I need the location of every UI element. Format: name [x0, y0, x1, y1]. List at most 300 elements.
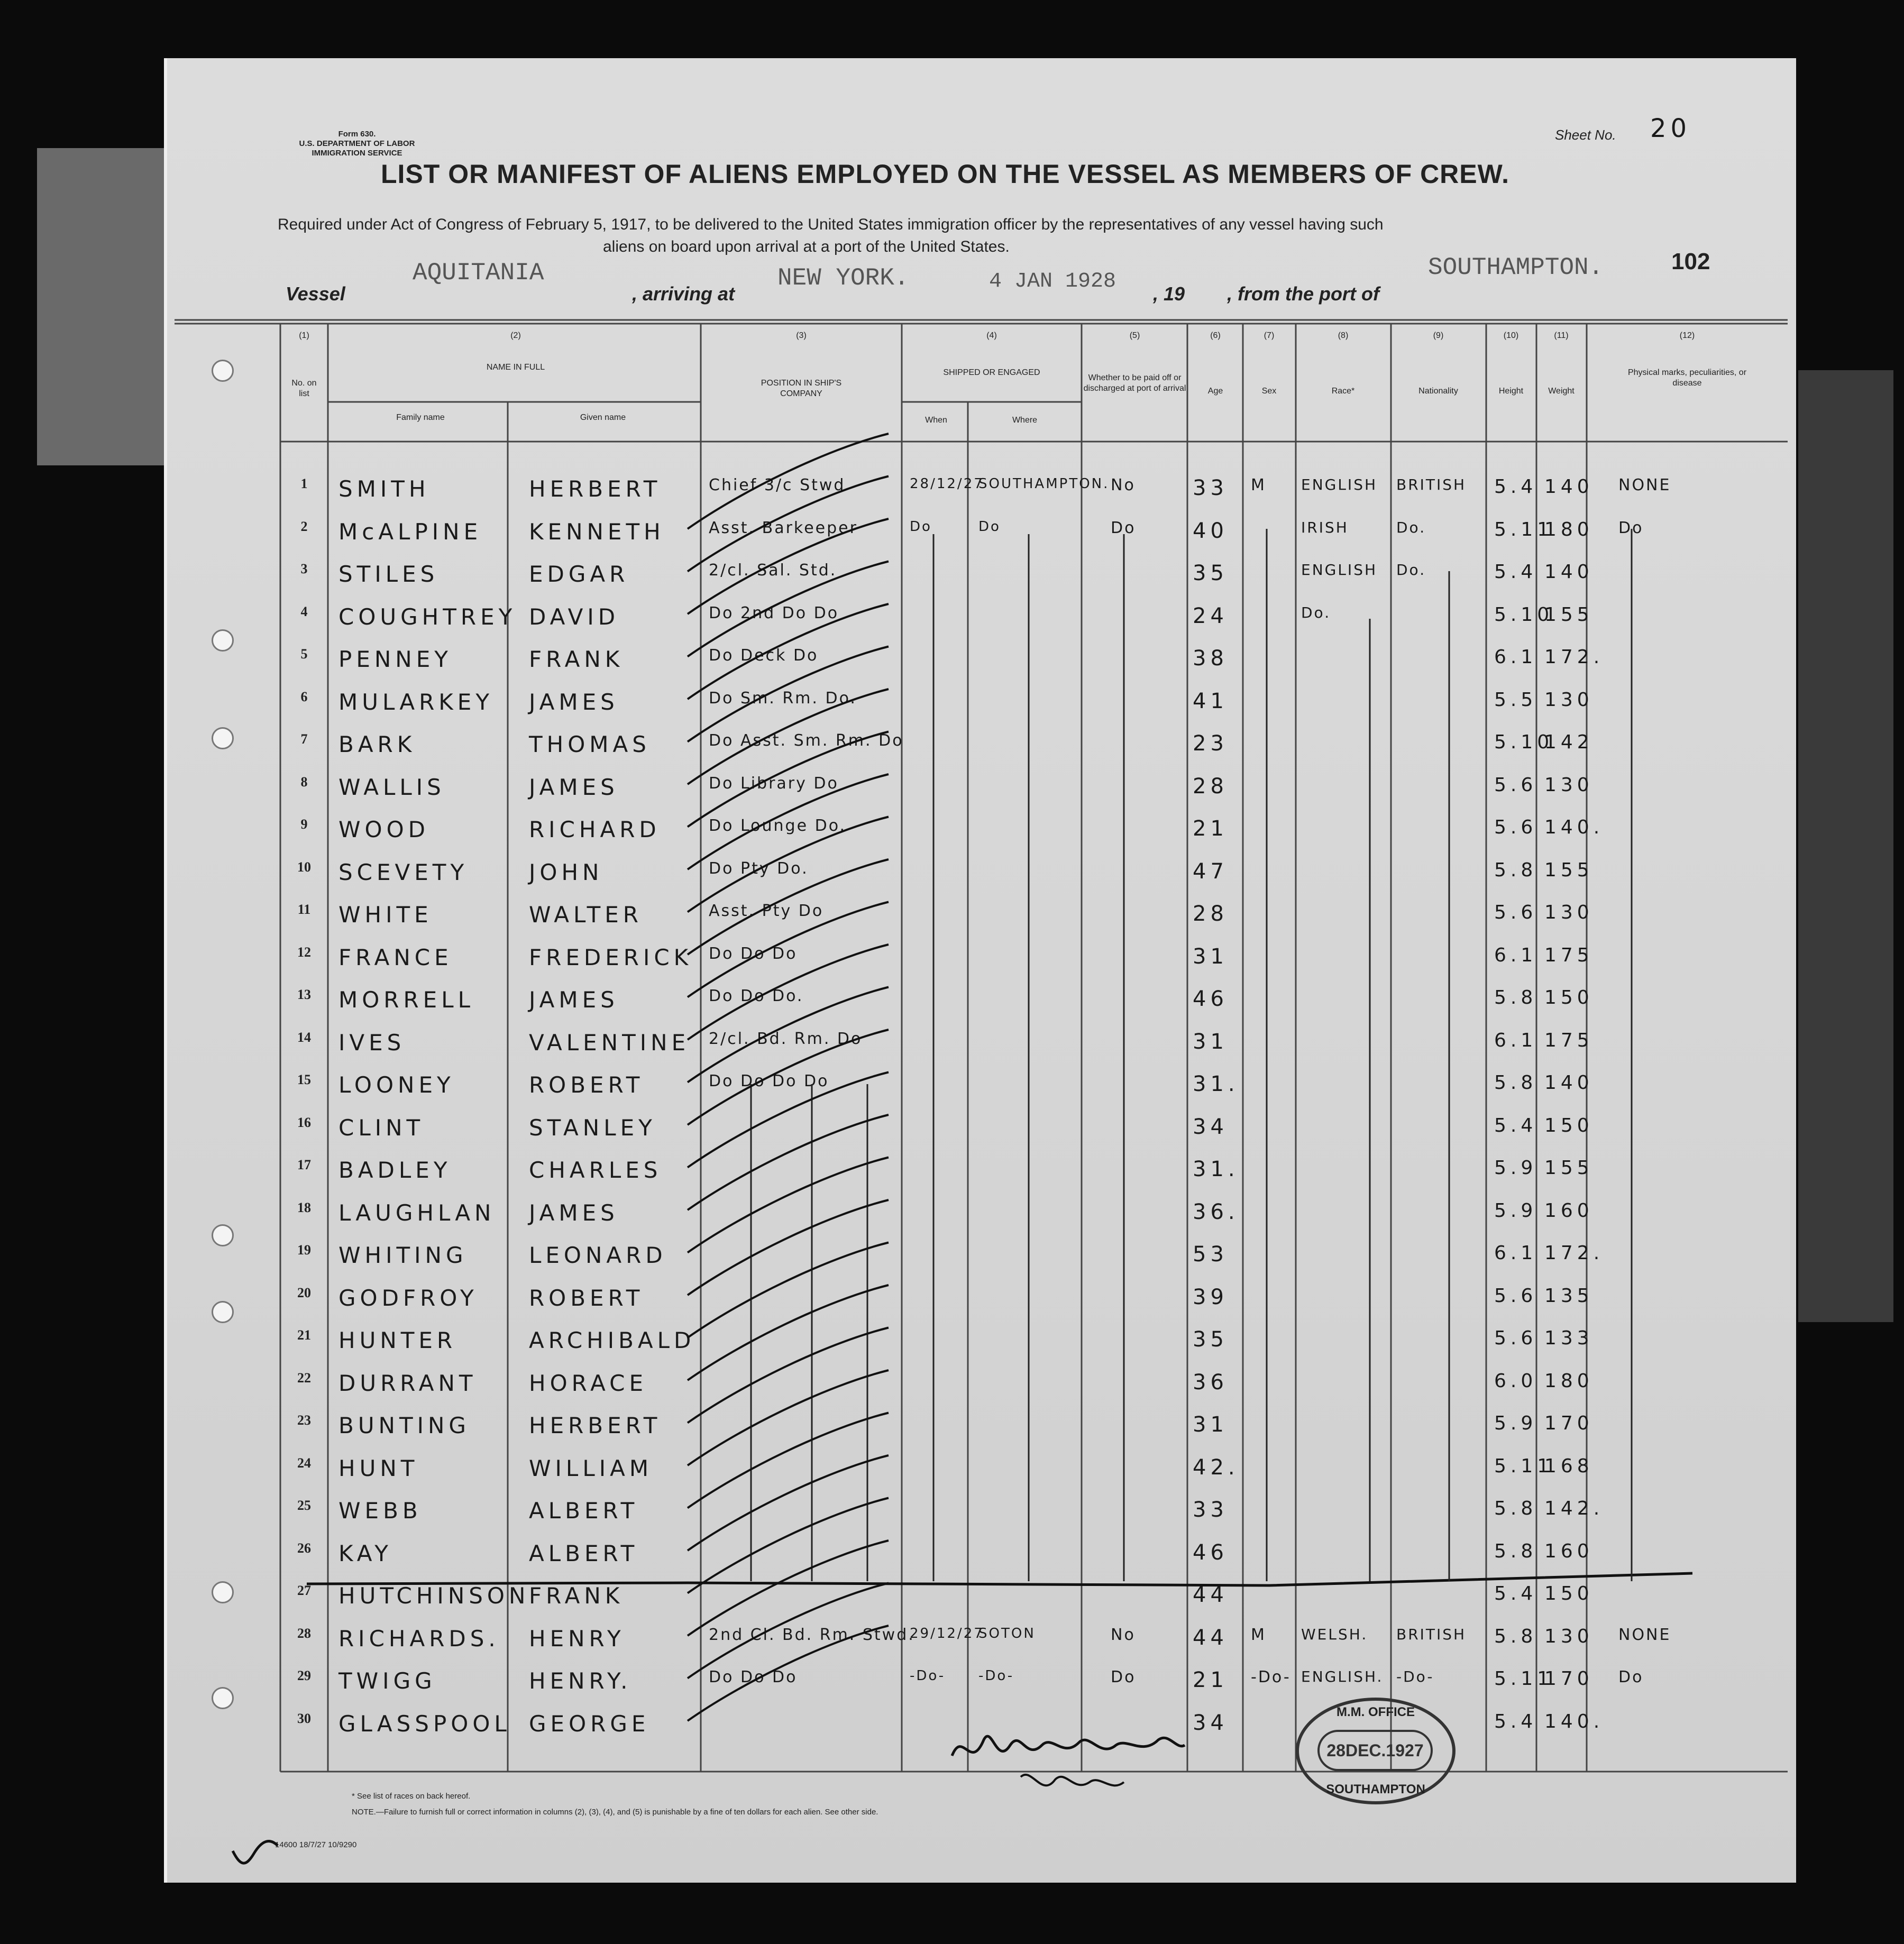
form-number: Form 630. — [338, 130, 376, 139]
height: 5.6 — [1494, 1285, 1537, 1307]
height: 5.10 — [1494, 603, 1554, 626]
family-name: SCEVETY — [338, 859, 469, 885]
position: Chief 3/c Stwd — [709, 476, 846, 494]
family-name: BADLEY — [338, 1157, 452, 1183]
table-row — [0, 641, 1904, 678]
weight: 150 — [1544, 987, 1594, 1008]
position: Do Deck Do — [709, 646, 819, 665]
row-number: 28 — [297, 1625, 311, 1641]
sex: M — [1251, 476, 1266, 494]
physical-marks: Do — [1618, 1668, 1644, 1686]
weight: 175 — [1544, 1029, 1594, 1051]
age: 34 — [1193, 1710, 1228, 1735]
table-row — [0, 769, 1904, 806]
position: Do Sm. Rm. Do. — [709, 689, 857, 708]
table-row — [0, 599, 1904, 636]
given-name: ROBERT — [529, 1285, 644, 1311]
row-number: 13 — [297, 987, 311, 1002]
paid-off: No — [1111, 1625, 1136, 1644]
family-name: KAY — [338, 1540, 392, 1566]
height: 5.8 — [1494, 1540, 1537, 1562]
age: 31. — [1193, 1072, 1239, 1096]
col-given-header: Given name — [580, 413, 626, 422]
shipped-where: -Do- — [978, 1668, 1014, 1684]
weight: 170 — [1544, 1413, 1594, 1434]
given-name: FREDERICK — [529, 944, 693, 970]
table-row — [0, 1578, 1904, 1615]
weight: 140. — [1544, 1710, 1604, 1732]
nationality: Do. — [1396, 561, 1426, 579]
age: 21 — [1193, 817, 1228, 841]
row-number: 6 — [300, 689, 308, 704]
row-number: 1 — [300, 476, 308, 491]
age: 31 — [1193, 944, 1228, 969]
race: IRISH — [1301, 518, 1349, 536]
weight: 140. — [1544, 817, 1604, 838]
family-name: MULARKEY — [338, 689, 493, 715]
row-number: 17 — [297, 1157, 311, 1172]
service: IMMIGRATION SERVICE — [312, 149, 402, 158]
family-name: PENNEY — [338, 646, 452, 672]
table-row — [0, 811, 1904, 848]
nationality: Do. — [1396, 518, 1426, 536]
family-name: STILES — [338, 561, 439, 587]
position: Do Library Do — [709, 774, 839, 793]
col-nationality-header — [1392, 331, 1485, 397]
given-name: STANLEY — [529, 1114, 656, 1141]
row-number: 12 — [297, 944, 311, 960]
weight: 140 — [1544, 561, 1594, 583]
race: ENGLISH — [1301, 561, 1378, 579]
row-number: 5 — [300, 646, 308, 662]
age: 35 — [1193, 561, 1228, 585]
position: Do 2nd Do Do — [709, 603, 839, 622]
departure-port: SOUTHAMPTON. — [1428, 254, 1604, 281]
col-label: Physical marks, peculiarities, or disease — [1627, 368, 1747, 388]
weight: 180 — [1544, 518, 1594, 540]
age: 31 — [1193, 1413, 1228, 1437]
row-number: 7 — [300, 731, 308, 747]
page-title: LIST OR MANIFEST OF ALIENS EMPLOYED ON THE VESSEL AS MEMBERS OF CREW. — [381, 159, 1509, 189]
weight: 180 — [1544, 1370, 1594, 1392]
height: 6.0 — [1494, 1370, 1537, 1392]
height: 5.6 — [1494, 774, 1537, 796]
height: 6.1 — [1494, 1242, 1537, 1264]
height: 5.11 — [1494, 1668, 1554, 1690]
print-code: 14600 18/7/27 10/9290 — [275, 1840, 357, 1849]
inspector-signature — [941, 1708, 1190, 1809]
given-name: HENRY. — [529, 1668, 632, 1694]
height: 5.4 — [1494, 1114, 1537, 1136]
row-number: 25 — [297, 1498, 311, 1513]
col-label: NAME IN FULL — [486, 363, 545, 372]
vessel-name: AQUITANIA — [413, 259, 544, 287]
paid-off: Do — [1111, 1668, 1136, 1686]
table-row — [0, 1407, 1904, 1444]
paid-off: Do — [1111, 518, 1136, 537]
nationality: -Do- — [1396, 1668, 1434, 1685]
shipped-where: Do — [978, 518, 1001, 535]
shipped-when: Do — [910, 518, 932, 535]
age: 38 — [1193, 646, 1228, 671]
weight: 130 — [1544, 902, 1594, 923]
weight: 160 — [1544, 1199, 1594, 1222]
given-name: CHARLES — [529, 1157, 662, 1183]
family-name: DURRANT — [338, 1370, 477, 1396]
family-name: GODFROY — [338, 1285, 478, 1311]
department: U.S. DEPARTMENT OF LABOR — [299, 139, 415, 148]
age: 40 — [1193, 518, 1228, 543]
col-index: (8) — [1338, 331, 1349, 340]
height: 5.11 — [1494, 1455, 1554, 1477]
age: 28 — [1193, 902, 1228, 926]
physical-marks: NONE — [1618, 1625, 1671, 1644]
family-name: WHITING — [338, 1242, 468, 1268]
height: 5.11 — [1494, 518, 1554, 540]
col-index: (11) — [1554, 331, 1569, 340]
given-name: ROBERT — [529, 1072, 644, 1098]
position: 2/cl. Sal. Std. — [709, 561, 837, 580]
col-label: Sex — [1261, 387, 1277, 396]
height: 5.8 — [1494, 1498, 1537, 1519]
row-number: 23 — [297, 1413, 311, 1428]
age: 31 — [1193, 1029, 1228, 1054]
shipped-when: -Do- — [910, 1668, 946, 1684]
col-no-header — [286, 331, 323, 399]
age: 44 — [1193, 1625, 1228, 1650]
height: 5.4 — [1494, 476, 1537, 498]
position: Do Do Do Do — [709, 1072, 829, 1090]
weight: 170 — [1544, 1668, 1594, 1690]
row-number: 18 — [297, 1199, 311, 1215]
table-row — [0, 1450, 1904, 1487]
row-number: 20 — [297, 1285, 311, 1300]
col-label: Height — [1498, 387, 1524, 396]
col-label: Age — [1207, 387, 1223, 396]
col-index: (3) — [796, 331, 807, 340]
given-name: HORACE — [529, 1370, 647, 1396]
col-index: (10) — [1503, 331, 1519, 340]
given-name: JOHN — [529, 859, 603, 885]
age: 24 — [1193, 603, 1228, 628]
physical-marks: Do — [1618, 518, 1644, 537]
row-number: 9 — [300, 817, 308, 832]
footnote-races: * See list of races on back hereof. — [352, 1792, 471, 1801]
age: 36. — [1193, 1199, 1239, 1224]
weight: 172. — [1544, 646, 1604, 668]
row-number: 22 — [297, 1370, 311, 1386]
weight: 155 — [1544, 603, 1594, 626]
family-name: WHITE — [338, 902, 433, 928]
given-name: LEONARD — [529, 1242, 667, 1268]
sheet-number: 20 — [1650, 114, 1691, 143]
col-index: (7) — [1264, 331, 1275, 340]
table-row — [0, 1620, 1904, 1657]
table-row — [0, 1024, 1904, 1061]
age: 39 — [1193, 1285, 1228, 1309]
row-number: 14 — [297, 1029, 311, 1045]
year-label: , 19 — [1153, 283, 1185, 305]
weight: 140 — [1544, 1072, 1594, 1094]
weight: 160 — [1544, 1540, 1594, 1562]
race: WELSH. — [1301, 1625, 1368, 1643]
age: 34 — [1193, 1114, 1228, 1139]
age: 36 — [1193, 1370, 1228, 1395]
age: 31. — [1193, 1157, 1239, 1181]
given-name: FRANK — [529, 1583, 624, 1609]
age: 44 — [1193, 1583, 1228, 1607]
footnote-fine: NOTE.—Failure to furnish full or correct information in columns (2), (3), (4), and (5) is punishable by a fine of ten dollars for each alien. See other side. — [352, 1808, 878, 1817]
family-name: CLINT — [338, 1114, 425, 1141]
position: Do Do Do. — [709, 987, 804, 1005]
given-name: FRANK — [529, 646, 624, 672]
family-name: TWIGG — [338, 1668, 436, 1694]
nationality: BRITISH — [1396, 1625, 1467, 1643]
given-name: RICHARD — [529, 817, 661, 842]
shipped-where: SOTON — [978, 1625, 1036, 1642]
family-name: MORRELL — [338, 987, 474, 1013]
row-number: 21 — [297, 1327, 311, 1343]
col-height-header — [1487, 331, 1535, 397]
shipped-when: 28/12/27 — [910, 476, 984, 492]
col-label: POSITION IN SHIP'S COMPANY — [761, 379, 842, 398]
age: 46 — [1193, 987, 1228, 1011]
family-name: BUNTING — [338, 1413, 470, 1438]
family-name: WEBB — [338, 1498, 422, 1524]
col-index: (5) — [1129, 331, 1140, 340]
arrival-date: 4 JAN 1928 — [989, 270, 1116, 294]
table-row — [0, 1067, 1904, 1104]
family-name: RICHARDS. — [338, 1625, 500, 1652]
family-name: IVES — [338, 1029, 406, 1056]
given-name: WILLIAM — [529, 1455, 653, 1481]
height: 5.9 — [1494, 1157, 1537, 1179]
office-stamp — [1296, 1698, 1456, 1804]
height: 5.8 — [1494, 859, 1537, 881]
col-index: (4) — [986, 331, 997, 340]
table-row — [0, 726, 1904, 763]
col-index: (12) — [1679, 331, 1695, 340]
given-name: HERBERT — [529, 476, 662, 502]
col-label: SHIPPED OR ENGAGED — [943, 368, 1040, 377]
row-number: 2 — [300, 518, 308, 534]
given-name: ARCHIBALD — [529, 1327, 695, 1353]
table-row — [0, 1280, 1904, 1317]
given-name: JAMES — [529, 689, 619, 715]
row-number: 3 — [300, 561, 308, 576]
weight: 155 — [1544, 1157, 1594, 1179]
col-label: Weight — [1548, 387, 1575, 396]
table-row — [0, 1365, 1904, 1402]
table-row — [0, 471, 1904, 508]
given-name: JAMES — [529, 1199, 619, 1226]
weight: 175 — [1544, 944, 1594, 966]
arrival-port: NEW YORK. — [777, 264, 909, 292]
paid-off: No — [1111, 476, 1136, 494]
height: 5.10 — [1494, 731, 1554, 753]
height: 5.8 — [1494, 1072, 1537, 1094]
position: 2nd Cl. Bd. Rm. Stwd. — [709, 1625, 915, 1644]
position: Do Do Do — [709, 1668, 798, 1686]
position: Do Lounge Do. — [709, 817, 847, 835]
col-label: Nationality — [1418, 387, 1458, 396]
family-name: HUTCHINSON — [338, 1583, 530, 1609]
family-name: FRANCE — [338, 944, 453, 970]
weight: 142 — [1544, 731, 1594, 753]
family-name: McALPINE — [338, 518, 482, 545]
row-number: 24 — [297, 1455, 311, 1471]
sheet-label: Sheet No. — [1555, 127, 1616, 143]
weight: 150 — [1544, 1583, 1594, 1604]
age: 46 — [1193, 1540, 1228, 1565]
sex: -Do- — [1251, 1668, 1291, 1686]
weight: 130 — [1544, 774, 1594, 796]
table-row — [0, 1109, 1904, 1147]
row-number: 15 — [297, 1072, 311, 1087]
family-name: LAUGHLAN — [338, 1199, 496, 1226]
height: 5.9 — [1494, 1413, 1537, 1434]
given-name: GEORGE — [529, 1710, 650, 1737]
height: 5.8 — [1494, 1625, 1537, 1647]
family-name: SMITH — [338, 476, 430, 502]
height: 5.6 — [1494, 817, 1537, 838]
given-name: JAMES — [529, 774, 619, 800]
col-sex-header — [1244, 331, 1294, 397]
age: 41 — [1193, 689, 1228, 713]
height: 5.4 — [1494, 1710, 1537, 1732]
given-name: ALBERT — [529, 1498, 639, 1524]
row-number: 11 — [297, 902, 311, 917]
age: 33 — [1193, 476, 1228, 500]
position: Do Do Do — [709, 944, 798, 963]
shipped-when: 29/12/27 — [910, 1625, 984, 1642]
col-when-header: When — [925, 416, 947, 425]
position: Do Asst. Sm. Rm. Do — [709, 731, 904, 750]
race: ENGLISH. — [1301, 1668, 1384, 1685]
weight: 135 — [1544, 1285, 1594, 1307]
col-position-header — [703, 331, 899, 399]
family-name: HUNT — [338, 1455, 419, 1481]
col-shipped-header — [904, 331, 1079, 378]
given-name: EDGAR — [529, 561, 629, 587]
weight: 130 — [1544, 689, 1594, 711]
given-name: DAVID — [529, 603, 620, 630]
height: 5.8 — [1494, 987, 1537, 1008]
table-row — [0, 556, 1904, 593]
table-row — [0, 1492, 1904, 1529]
col-name-header — [333, 331, 698, 373]
col-index: (9) — [1433, 331, 1444, 340]
col-paid-header — [1083, 331, 1186, 394]
height: 5.6 — [1494, 902, 1537, 923]
height: 5.6 — [1494, 1327, 1537, 1349]
col-label: Race* — [1331, 387, 1355, 396]
weight: 130 — [1544, 1625, 1594, 1647]
family-name: COUGHTREY — [338, 603, 517, 630]
given-name: JAMES — [529, 987, 619, 1013]
table-row — [0, 896, 1904, 933]
age: 35 — [1193, 1327, 1228, 1352]
position: 2/cl. Bd. Rm. Do — [709, 1029, 863, 1048]
nationality: BRITISH — [1396, 476, 1467, 493]
table-row — [0, 982, 1904, 1019]
table-row — [0, 939, 1904, 976]
height: 5.4 — [1494, 561, 1537, 583]
row-number: 19 — [297, 1242, 311, 1258]
weight: 155 — [1544, 859, 1594, 881]
age: 33 — [1193, 1498, 1228, 1522]
height: 6.1 — [1494, 1029, 1537, 1051]
family-name: HUNTER — [338, 1327, 457, 1353]
stamp-office: M.M. OFFICE — [1337, 1705, 1415, 1719]
row-number: 4 — [300, 603, 308, 619]
stamp-city: SOUTHAMPTON — [1326, 1782, 1425, 1796]
subtitle-line2: aliens on board upon arrival at a port of the United States. — [603, 238, 1010, 255]
stamp-date: 28DEC.1927 — [1317, 1730, 1433, 1771]
height: 5.4 — [1494, 1583, 1537, 1604]
weight: 150 — [1544, 1114, 1594, 1136]
col-race-header — [1297, 331, 1389, 397]
page-number: 102 — [1671, 249, 1710, 274]
age: 23 — [1193, 731, 1228, 756]
port-label: , from the port of — [1227, 283, 1379, 305]
weight: 168 — [1544, 1455, 1594, 1477]
row-number: 27 — [297, 1583, 311, 1598]
table-row — [0, 1322, 1904, 1359]
race: Do. — [1301, 603, 1331, 621]
col-family-header: Family name — [396, 413, 445, 422]
height: 5.9 — [1494, 1199, 1537, 1222]
vessel-label: Vessel — [286, 283, 345, 305]
weight: 172. — [1544, 1242, 1604, 1264]
height: 6.1 — [1494, 944, 1537, 966]
col-age-header — [1189, 331, 1242, 397]
age: 47 — [1193, 859, 1228, 884]
table-row — [0, 1152, 1904, 1189]
col-weight-header — [1537, 331, 1585, 397]
age: 28 — [1193, 774, 1228, 799]
weight: 133 — [1544, 1327, 1594, 1349]
given-name: WALTER — [529, 902, 643, 928]
family-name: WALLIS — [338, 774, 445, 800]
col-where-header: Where — [1012, 416, 1038, 425]
age: 21 — [1193, 1668, 1228, 1692]
col-index: (6) — [1210, 331, 1221, 340]
sex: M — [1251, 1625, 1266, 1644]
weight: 142. — [1544, 1498, 1604, 1519]
age: 42. — [1193, 1455, 1239, 1480]
row-number: 10 — [297, 859, 311, 875]
given-name: ALBERT — [529, 1540, 639, 1566]
col-label: No. on list — [291, 379, 317, 398]
age: 53 — [1193, 1242, 1228, 1267]
table-row — [0, 684, 1904, 721]
row-number: 29 — [297, 1668, 311, 1683]
table-row — [0, 1535, 1904, 1572]
height: 5.5 — [1494, 689, 1537, 711]
physical-marks: NONE — [1618, 476, 1671, 494]
given-name: HENRY — [529, 1625, 625, 1652]
table-row — [0, 854, 1904, 891]
col-index: (1) — [299, 331, 309, 340]
given-name: VALENTINE — [529, 1029, 690, 1056]
race: ENGLISH — [1301, 476, 1378, 493]
row-number: 26 — [297, 1540, 311, 1556]
row-number: 30 — [297, 1710, 311, 1726]
given-name: KENNETH — [529, 518, 665, 545]
table-row — [0, 1663, 1904, 1700]
col-label: Whether to be paid off or discharged at port of arrival — [1083, 373, 1186, 393]
